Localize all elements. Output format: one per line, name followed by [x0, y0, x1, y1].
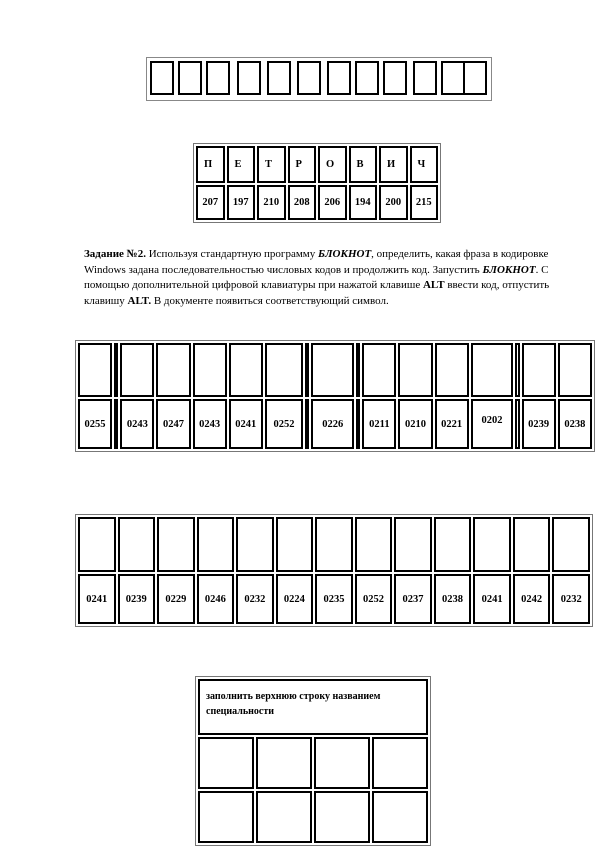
code-cell: 194 [349, 185, 378, 220]
codes-table-2 [75, 514, 593, 627]
letter-cell: Ч [410, 146, 439, 183]
answer-cell[interactable] [362, 343, 396, 397]
answer-row [78, 517, 590, 572]
answer-cell[interactable] [435, 343, 469, 397]
empty-box [441, 61, 465, 95]
letters-row [196, 146, 438, 183]
answer-cell[interactable] [522, 343, 556, 397]
empty-box [267, 61, 291, 95]
specialty-cell[interactable] [372, 791, 428, 843]
task-text: , определить, какая фраза в кодировке Windows задана последовательностью числовых кодов и продолжить код. Запустить [84, 248, 549, 276]
specialty-header: заполнить верхнюю строку названием специальности [198, 679, 428, 735]
code-cell: 0232 [236, 574, 274, 624]
app-name: БЛОКНОТ [318, 248, 372, 260]
empty-box [327, 61, 351, 95]
code-cell: 208 [288, 185, 317, 220]
code-cell: 0232 [552, 574, 590, 624]
answer-cell[interactable] [355, 517, 393, 572]
code-cell: 0229 [157, 574, 195, 624]
letter-cell: И [379, 146, 408, 183]
code-cell: 0239 [118, 574, 156, 624]
code-cell: 0221 [435, 399, 469, 449]
task-text: Используя стандартную программу [145, 248, 318, 260]
answer-cell[interactable] [311, 343, 354, 397]
answer-cell[interactable] [558, 343, 592, 397]
letter-cell: Е [227, 146, 256, 183]
answer-cell[interactable] [236, 517, 274, 572]
code-row [78, 399, 592, 449]
empty-box-strip [146, 57, 492, 101]
code-cell: 0224 [276, 574, 314, 624]
code-cell: 207 [196, 185, 225, 220]
empty-box [237, 61, 261, 95]
answer-cell[interactable] [473, 517, 511, 572]
code-cell [515, 399, 519, 449]
task-paragraph [84, 247, 554, 309]
code-cell: 197 [227, 185, 256, 220]
letter-cell: О [318, 146, 347, 183]
answer-cell[interactable] [515, 343, 519, 397]
answer-cell[interactable] [394, 517, 432, 572]
code-cell: 0241 [229, 399, 263, 449]
code-cell: 0246 [197, 574, 235, 624]
answer-cell[interactable] [120, 343, 154, 397]
code-cell: 0238 [558, 399, 592, 449]
specialty-cell[interactable] [256, 737, 312, 789]
code-cell: 0243 [193, 399, 227, 449]
specialty-cell[interactable] [372, 737, 428, 789]
specialty-cell[interactable] [314, 737, 370, 789]
answer-cell[interactable] [315, 517, 353, 572]
specialty-table [195, 676, 431, 846]
empty-box [383, 61, 407, 95]
specialty-cell[interactable] [198, 791, 254, 843]
key-name: ALT. [127, 294, 152, 307]
answer-cell[interactable] [229, 343, 263, 397]
key-name: ALT [422, 279, 445, 291]
empty-box [413, 61, 437, 95]
empty-box [150, 61, 174, 95]
codes-row [196, 185, 438, 220]
answer-cell[interactable] [434, 517, 472, 572]
code-cell: 0243 [120, 399, 154, 449]
code-cell: 0238 [434, 574, 472, 624]
code-cell: 0237 [394, 574, 432, 624]
codes-table-1 [75, 340, 595, 452]
empty-box [178, 61, 202, 95]
code-cell: 0252 [265, 399, 303, 449]
code-cell [356, 399, 360, 449]
answer-cell[interactable] [78, 517, 116, 572]
answer-cell[interactable] [356, 343, 360, 397]
task-label: Задание №2. [84, 248, 146, 260]
answer-cell[interactable] [265, 343, 303, 397]
code-row [78, 574, 590, 624]
code-cell: 0202 [471, 399, 514, 449]
specialty-cell[interactable] [314, 791, 370, 843]
answer-cell[interactable] [157, 517, 195, 572]
code-cell: 200 [379, 185, 408, 220]
answer-cell[interactable] [78, 343, 112, 397]
app-name: БЛОКНОТ [482, 263, 536, 276]
specialty-row [198, 791, 428, 843]
letter-cell: Т [257, 146, 286, 183]
code-cell [305, 399, 309, 449]
answer-cell[interactable] [193, 343, 227, 397]
code-cell: 210 [257, 185, 286, 220]
letter-cell: Р [288, 146, 317, 183]
code-cell: 0210 [398, 399, 432, 449]
code-cell: 0239 [522, 399, 556, 449]
code-cell: 0226 [311, 399, 354, 449]
code-cell: 0242 [513, 574, 551, 624]
task-text: . С помощью дополнительной цифровой клавиатуры при нажатой клавише [84, 263, 549, 291]
answer-cell[interactable] [156, 343, 190, 397]
answer-row [78, 343, 592, 397]
code-cell: 215 [410, 185, 439, 220]
code-cell: 0241 [473, 574, 511, 624]
answer-cell[interactable] [305, 343, 309, 397]
code-cell: 0247 [156, 399, 190, 449]
answer-cell[interactable] [114, 343, 118, 397]
empty-box [297, 61, 321, 95]
specialty-row [198, 737, 428, 789]
specialty-cell[interactable] [198, 737, 254, 789]
code-cell: 0241 [78, 574, 116, 624]
empty-box [206, 61, 230, 95]
answer-cell[interactable] [513, 517, 551, 572]
code-cell [114, 399, 118, 449]
code-cell: 0211 [362, 399, 396, 449]
specialty-cell[interactable] [256, 791, 312, 843]
answer-cell[interactable] [276, 517, 314, 572]
answer-cell[interactable] [471, 343, 514, 397]
empty-box [355, 61, 379, 95]
empty-box [463, 61, 487, 95]
task-text: В документе появиться соответствующий символ. [151, 294, 389, 307]
answer-cell[interactable] [552, 517, 590, 572]
answer-cell[interactable] [197, 517, 235, 572]
code-cell: 0252 [355, 574, 393, 624]
letter-cell: В [349, 146, 378, 183]
answer-cell[interactable] [118, 517, 156, 572]
code-cell: 206 [318, 185, 347, 220]
code-cell: 0235 [315, 574, 353, 624]
code-cell: 0255 [78, 399, 112, 449]
specialty-header-row [198, 679, 428, 735]
letters-codes-table [193, 143, 441, 223]
letter-cell: П [196, 146, 225, 183]
answer-cell[interactable] [398, 343, 432, 397]
task-text: ввести код, отпустить клавишу [84, 279, 550, 307]
